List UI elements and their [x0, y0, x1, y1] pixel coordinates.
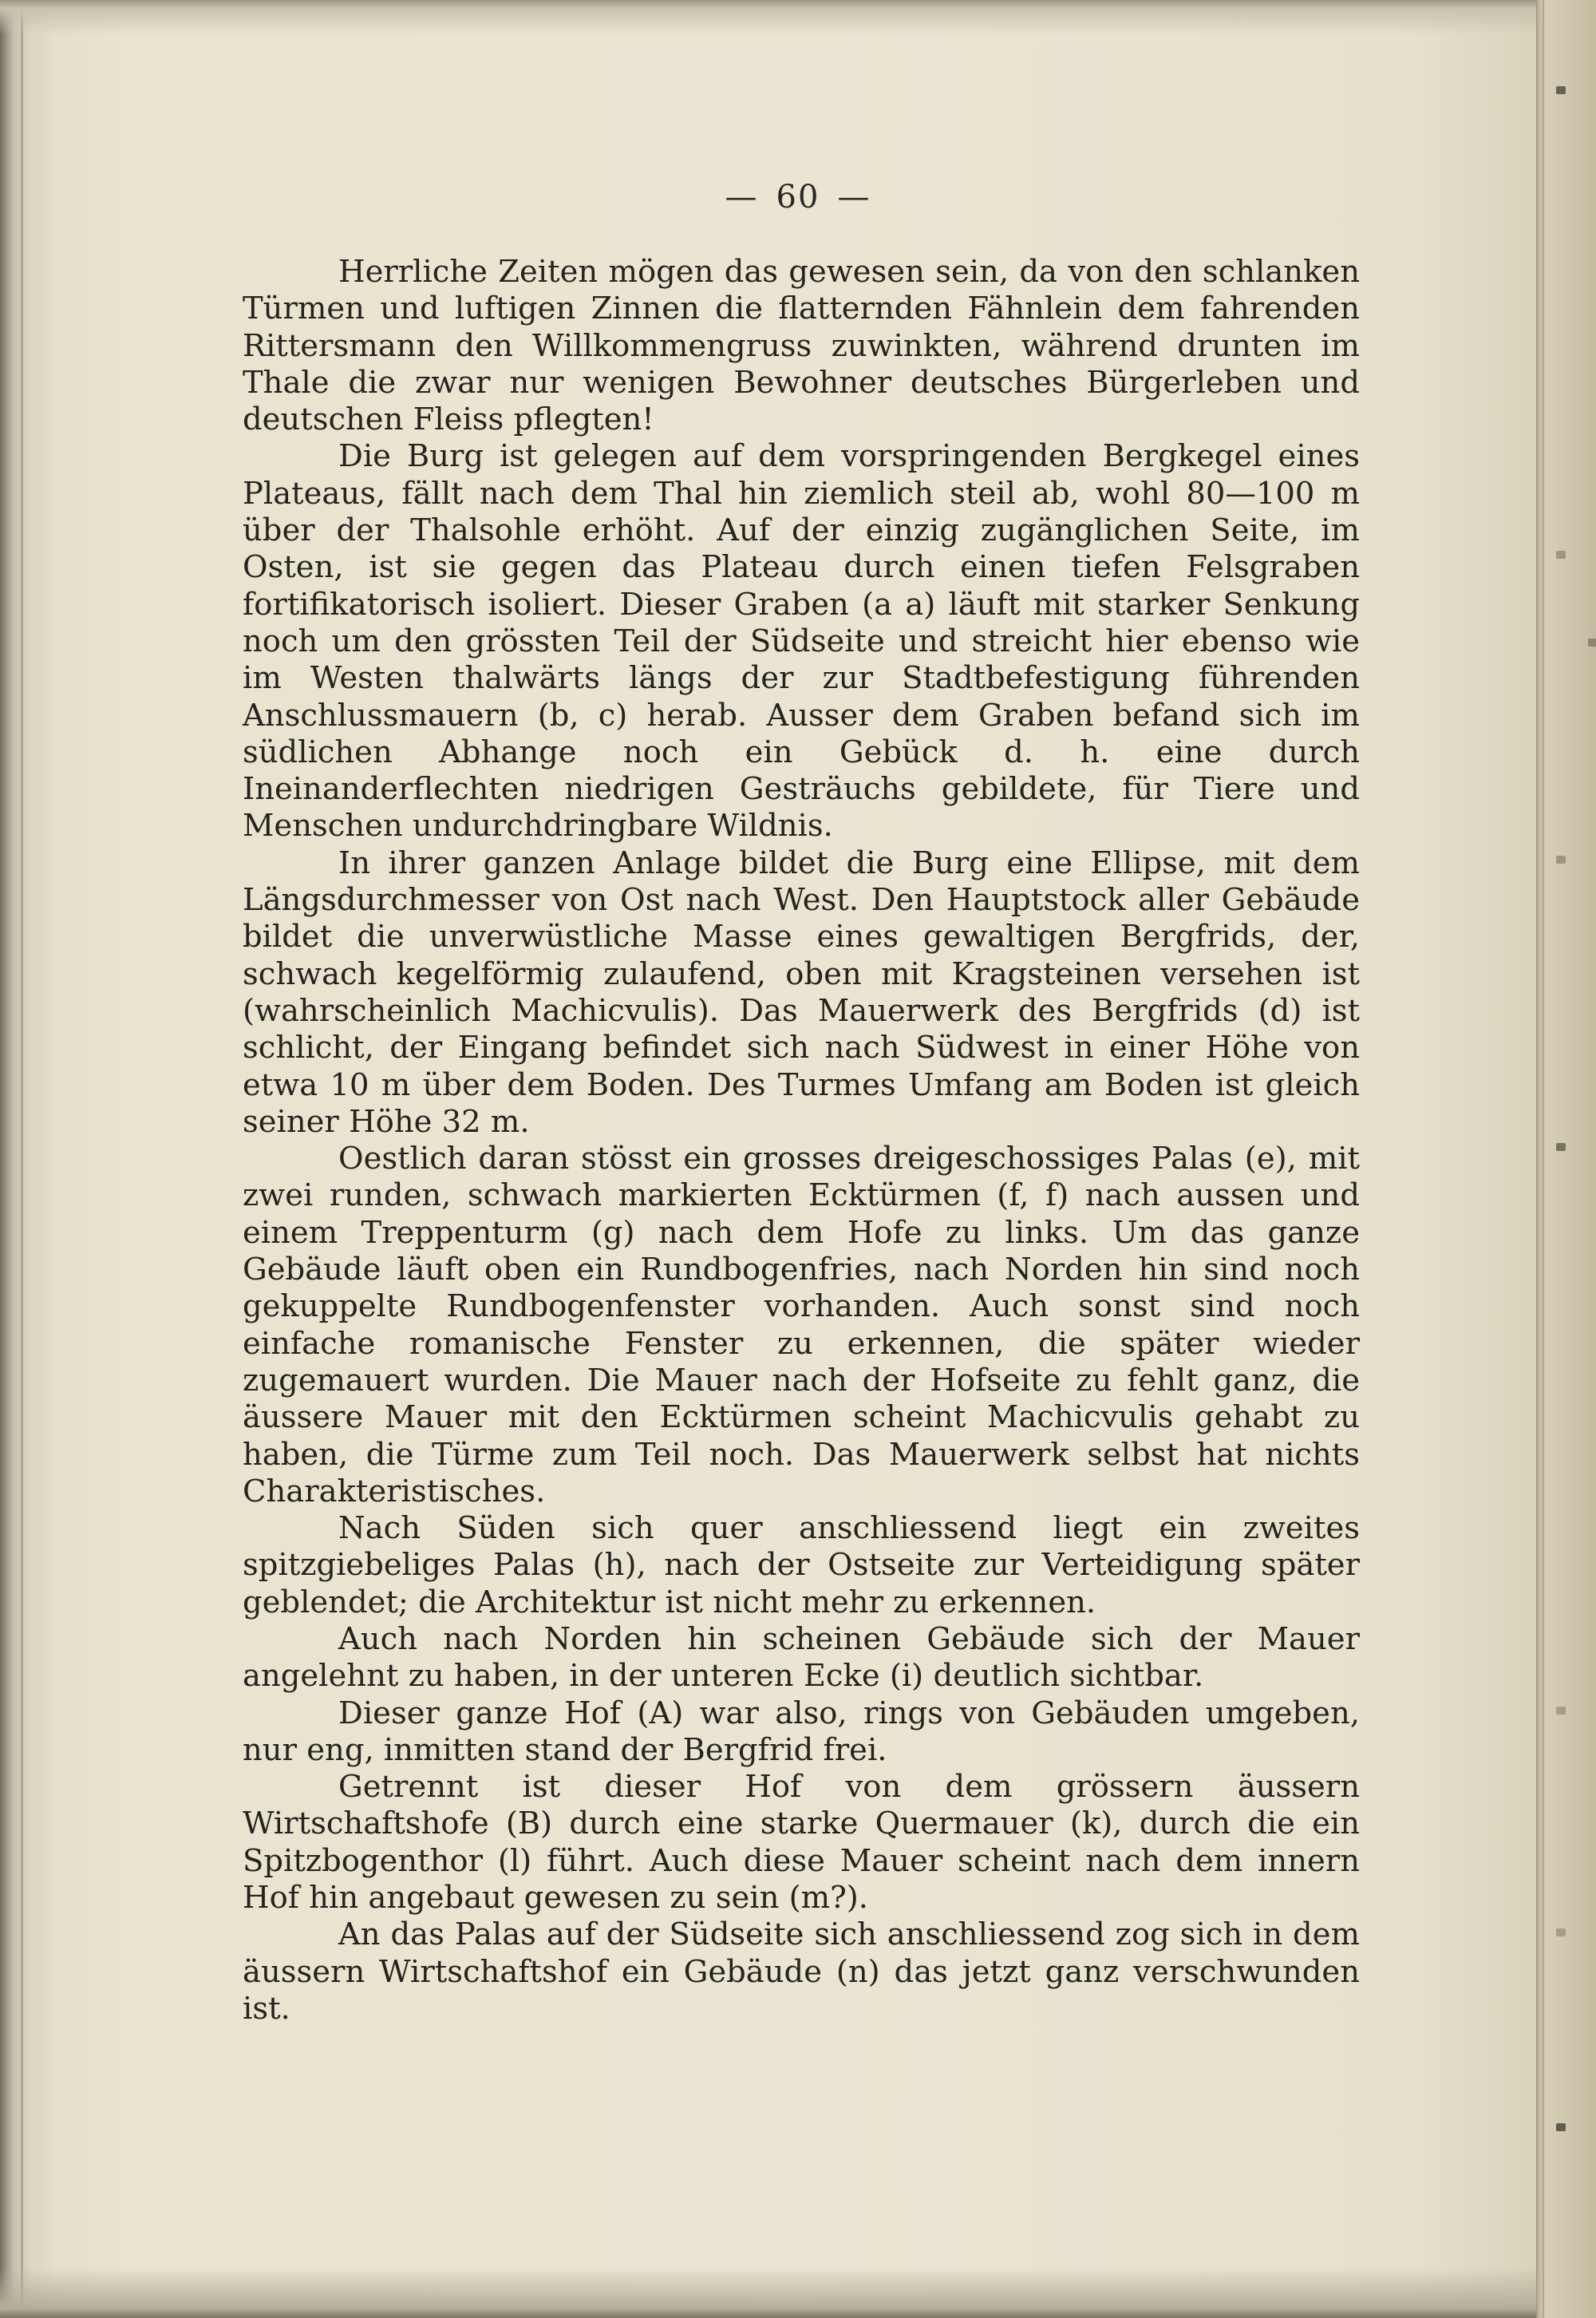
paragraph: Getrennt ist dieser Hof von dem grössern äussern Wirtschaftshofe (B) durch eine starke Quermauer (k), durch die ein Spitzbogenthor (l) führt. Auch diese Mauer scheint nach dem innern Hof hin angebaut gewesen zu sein (m?).: [243, 1769, 1360, 1917]
binding-thread: [1543, 0, 1544, 2318]
gutter-speck: [1588, 639, 1596, 647]
body-text: [243, 254, 1360, 2027]
gutter-speck: [1556, 856, 1566, 864]
page-number-dash-right: —: [837, 179, 871, 216]
paragraph: In ihrer ganzen Anlage bildet die Burg eine Ellipse, mit dem Längsdurchmesser von Ost nach West. Den Hauptstock aller Gebäude bildet die unverwüstliche Masse eines gewaltigen Bergfrids, der, schwach kegelförmig zulaufend, oben mit Kragsteinen versehen ist (wahrscheinlich Machicvulis). Das Mauerwerk des Bergfrids (d) ist schlicht, der Eingang befindet sich nach Südwest in einer Höhe von etwa 10 m über dem Boden. Des Turmes Umfang am Boden ist gleich seiner Höhe 32 m.: [243, 845, 1360, 1140]
gutter-speck: [1556, 86, 1566, 94]
top-page-edge: [0, 0, 1544, 35]
paragraph: Herrliche Zeiten mögen das gewesen sein, da von den schlanken Türmen und luftigen Zinnen die flatternden Fähnlein dem fahrenden Rittersmann den Willkommengruss zuwinkten, während drunten im Thale die zwar nur wenigen Bewohner deutsches Bürgerleben und deutschen Fleiss pflegten!: [243, 254, 1360, 438]
adjacent-page-edge: [1536, 0, 1596, 2318]
bottom-page-edge: [0, 2267, 1544, 2318]
paragraph: Dieser ganze Hof (A) war also, rings von Gebäuden umgeben, nur eng, inmitten stand der Bergfrid frei.: [243, 1695, 1360, 1768]
gutter-speck: [1556, 1928, 1566, 1936]
gutter-speck: [1556, 1707, 1566, 1715]
page-number: [0, 179, 1596, 216]
paragraph: An das Palas auf der Südseite sich anschliessend zog sich in dem äussern Wirtschaftshof ein Gebäude (n) das jetzt ganz verschwunden ist.: [243, 1917, 1360, 2027]
gutter-speck: [1556, 551, 1566, 559]
paragraph: Oestlich daran stösst ein grosses dreigeschossiges Palas (e), mit zwei runden, schwach markierten Ecktürmen (f, f) nach aussen und einem Treppenturm (g) nach dem Hofe zu links. Um das ganze Gebäude läuft oben ein Rundbogenfries, nach Norden hin sind noch gekuppelte Rundbogenfenster vorhanden. Auch sonst sind noch einfache romanische Fenster zu erkennen, die später wieder zugemauert wurden. Die Mauer nach der Hofseite zu fehlt ganz, die äussere Mauer mit den Ecktürmen scheint Machicvulis gehabt zu haben, die Türme zum Teil noch. Das Mauerwerk selbst hat nichts Charakteristisches.: [243, 1141, 1360, 1509]
page-number-value: 60: [776, 179, 820, 216]
page-number-dash-left: —: [725, 179, 759, 216]
paragraph: Die Burg ist gelegen auf dem vorspringenden Bergkegel eines Plateaus, fällt nach dem Thal hin ziemlich steil ab, wohl 80—100 m über der Thalsohle erhöht. Auf der einzig zugänglichen Seite, im Osten, ist sie gegen das Plateau durch einen tiefen Felsgraben fortifikatorisch isoliert. Dieser Graben (a a) läuft mit starker Senkung noch um den grössten Teil der Südseite und streicht hier ebenso wie im Westen thalwärts längs der zur Stadtbefestigung führenden Anschlussmauern (b, c) herab. Ausser dem Graben befand sich im südlichen Abhange noch ein Gebück d. h. eine durch Ineinanderflechten niedrigen Gesträuchs gebildete, für Tiere und Menschen undurchdringbare Wildnis.: [243, 438, 1360, 845]
paragraph: Nach Süden sich quer anschliessend liegt ein zweites spitzgiebeliges Palas (h), nach der Ostseite zur Verteidigung später geblendet; die Architektur ist nicht mehr zu erkennen.: [243, 1510, 1360, 1620]
paragraph: Auch nach Norden hin scheinen Gebäude sich der Mauer angelehnt zu haben, in der unteren Ecke (i) deutlich sichtbar.: [243, 1620, 1360, 1695]
gutter-speck: [1556, 1143, 1566, 1151]
binding-line: [21, 0, 23, 2318]
gutter-speck: [1556, 2123, 1566, 2131]
book-spine-shadow: [0, 0, 56, 2318]
